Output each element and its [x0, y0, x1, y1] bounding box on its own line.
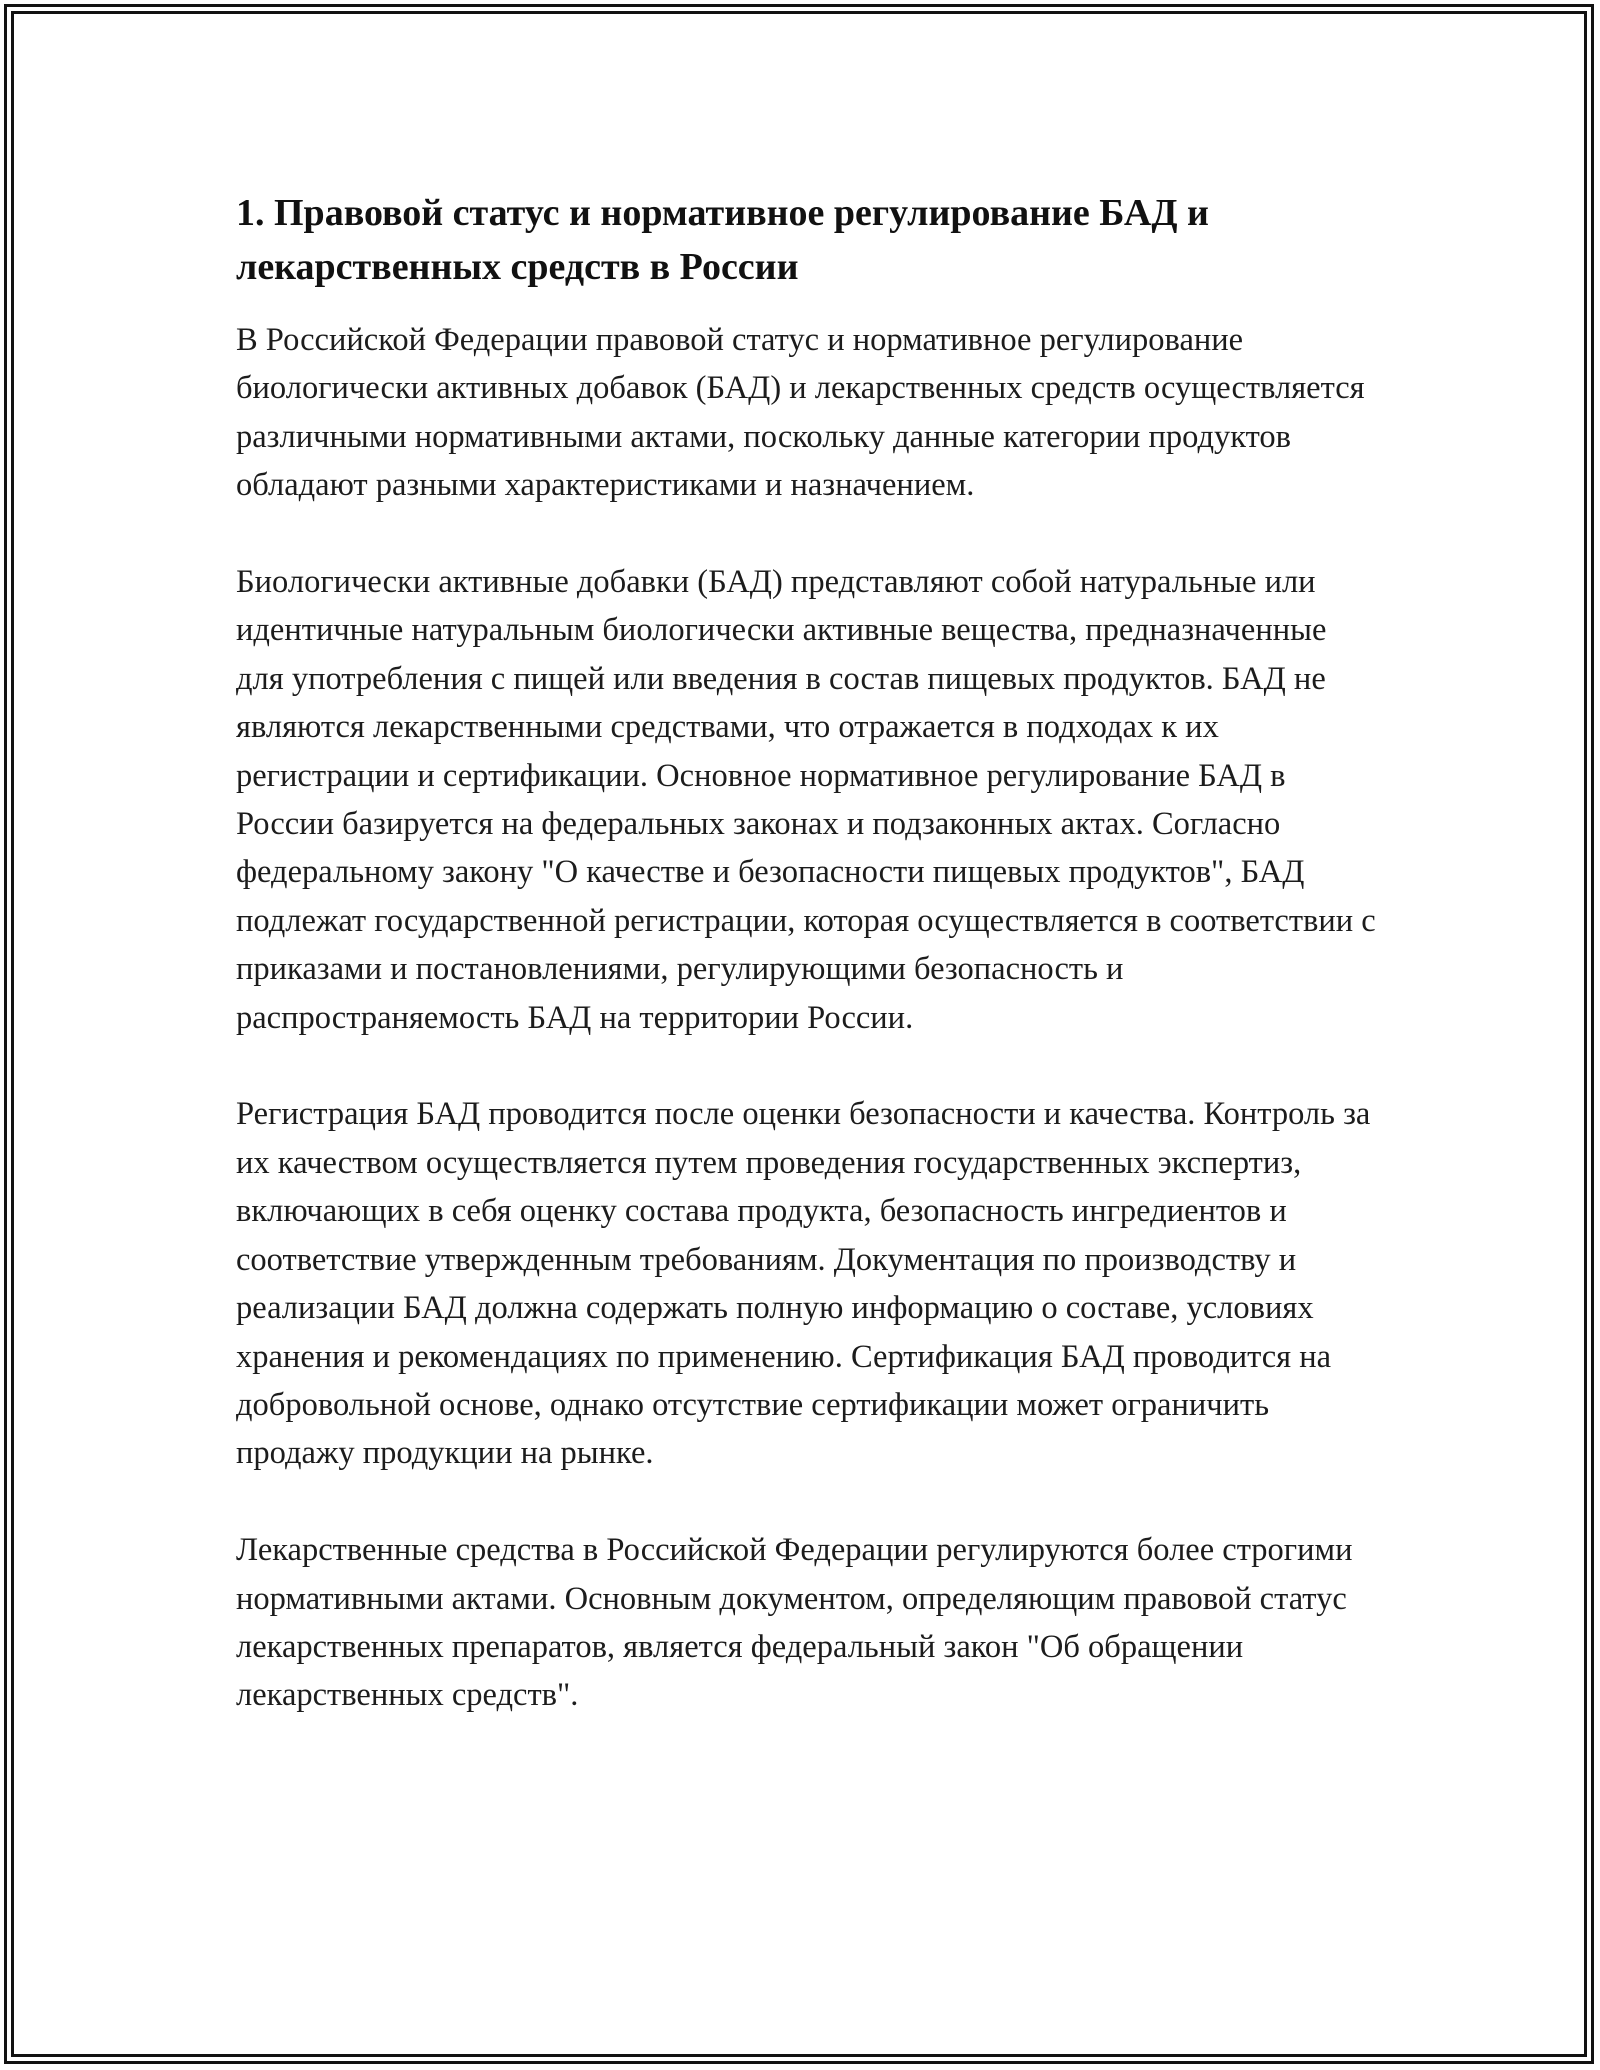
paragraph-medicines: Лекарственные средства в Российской Федерации регулируются более строгими нормативными актами. Основным документом, определяющим правовой статус лекарственных препаратов, является федеральный закон "Об обращении лекарственных средств". — [236, 1532, 1353, 1714]
paragraph-bad-definition: Биологически активные добавки (БАД) представляют собой натуральные или идентичные натуральным биологически активные вещества, предназначенные для употребления с пищей или введения в состав пищевых продуктов. БАД не являются лекарственными средствами, что отражается в подходах к их регистрации и сертификации. Основное нормативное регулирование БАД в России базируется на федеральных законах и подзаконных актах. Согласно федеральному закону "О качестве и безопасности пищевых продуктов", БАД подлежат государственной регистрации, которая осуществляется в соответствии с приказами и постановлениями, регулирующими безопасность и распространяемость БАД на территории России. — [236, 564, 1376, 1036]
paragraph-intro: В Российской Федерации правовой статус и нормативное регулирование биологически активных добавок (БАД) и лекарственных средств осуществляется различными нормативными актами, поскольку данные категории продуктов обладают разными характеристиками и назначением. — [236, 322, 1365, 504]
paragraph-bad-registration: Регистрация БАД проводится после оценки безопасности и качества. Контроль за их качеством осуществляется путем проведения государственных экспертиз, включающих в себя оценку состава продукта, безопасность ингредиентов и соответствие утвержденным требованиям. Документация по производству и реализации БАД должна содержать полную информацию о составе, условиях хранения и рекомендациях по применению. Сертификация БАД проводится на добровольной основе, однако отсутствие сертификации может ограничить продажу продукции на рынке. — [236, 1096, 1371, 1472]
document-body — [236, 186, 1376, 1720]
section-heading: 1. Правовой статус и нормативное регулирование БАД и лекарственных средств в России — [236, 192, 1209, 288]
